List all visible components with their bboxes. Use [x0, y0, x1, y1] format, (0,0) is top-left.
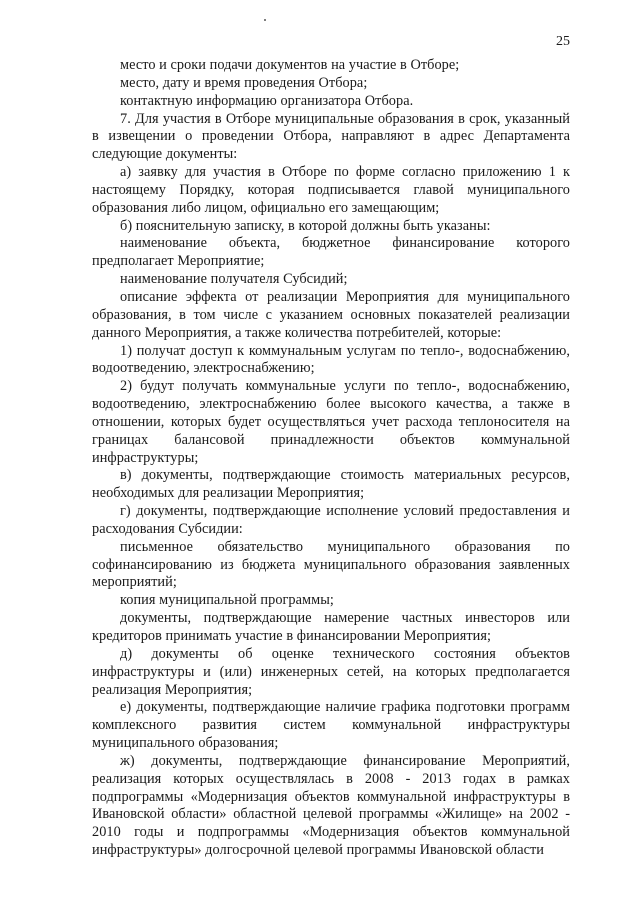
- paragraph-item-v: в) документы, подтверждающие стоимость материальных ресурсов, необходимых для реализации Мероприятия;: [92, 467, 570, 502]
- document-body: [92, 57, 570, 860]
- paragraph-written-obligation: письменное обязательство муниципального образования по софинансированию из бюджета муниципального образования заявленных мероприятий;: [92, 538, 570, 591]
- paragraph-recipient-name: наименование получателя Субсидий;: [120, 271, 348, 288]
- paragraph-item-b: б) пояснительную записку, в которой должны быть указаны:: [120, 217, 491, 234]
- paragraph-item-zh: ж) документы, подтверждающие финансирование Мероприятий, реализация которых осуществлялась в 2008 - 2013 годах в рамках подпрограммы «Модернизация объектов коммунальной инфраструктуры в Ивановской области» областной целевой программы «Жилище» на 2002 - 2010 годы и подпрограммы «Модернизация объектов коммунальной инфраструктуры» долгосрочной целевой программы Ивановской области: [92, 752, 570, 859]
- paragraph-item-d: д) документы об оценке технического состояния объектов инфраструктуры и (или) инженерных сетей, на которых предполагается реализация Мероприятия;: [92, 645, 570, 698]
- scan-speck: [264, 19, 266, 21]
- paragraph-item-a: а) заявку для участия в Отборе по форме согласно приложению 1 к настоящему Порядку, которая подписывается главой муниципального образования либо лицом, официально его замещающим;: [92, 164, 570, 216]
- paragraph-subitem-2: 2) будут получать коммунальные услуги по тепло-, водоснабжению, водоотведению, электроснабжению более высокого качества, а также в отношении, которых будет осуществляться учет расхода теплоносителя на границах балансовой принадлежности объектов коммунальной инфраструктуры;: [92, 378, 570, 466]
- paragraph-organizer-contacts: контактную информацию организатора Отбора.: [120, 92, 414, 109]
- paragraph-selection-date: место, дату и время проведения Отбора;: [120, 74, 368, 91]
- paragraph-item-e: е) документы, подтверждающие наличие графика подготовки программ комплексного развития систем коммунальной инфраструктуры муниципального образования;: [92, 699, 570, 752]
- paragraph-item-7: 7. Для участия в Отборе муниципальные образования в срок, указанный в извещении о проведении Отбора, направляют в адрес Департамента следующие документы:: [92, 110, 570, 163]
- paragraph-object-name: наименование объекта, бюджетное финансирование которого предполагает Мероприятие;: [92, 235, 570, 270]
- paragraph-investor-documents: документы, подтверждающие намерение частных инвесторов или кредиторов принимать участие в финансировании Мероприятия;: [92, 610, 570, 644]
- paragraph-submission-place: место и сроки подачи документов на участие в Отборе;: [120, 57, 460, 73]
- paragraph-program-copy: копия муниципальной программы;: [120, 592, 334, 609]
- paragraph-subitem-1: 1) получат доступ к коммунальным услугам по тепло-, водоснабжению, водоотведению, электроснабжению;: [92, 342, 570, 377]
- page-number: 25: [556, 34, 570, 49]
- paragraph-effect-description: описание эффекта от реализации Мероприятия для муниципального образования, в том числе с указанием основных показателей реализации данного Мероприятия, а также количества потребителей, которые:: [92, 288, 570, 341]
- paragraph-item-g: г) документы, подтверждающие исполнение условий предоставления и расходования Субсидии:: [92, 503, 570, 537]
